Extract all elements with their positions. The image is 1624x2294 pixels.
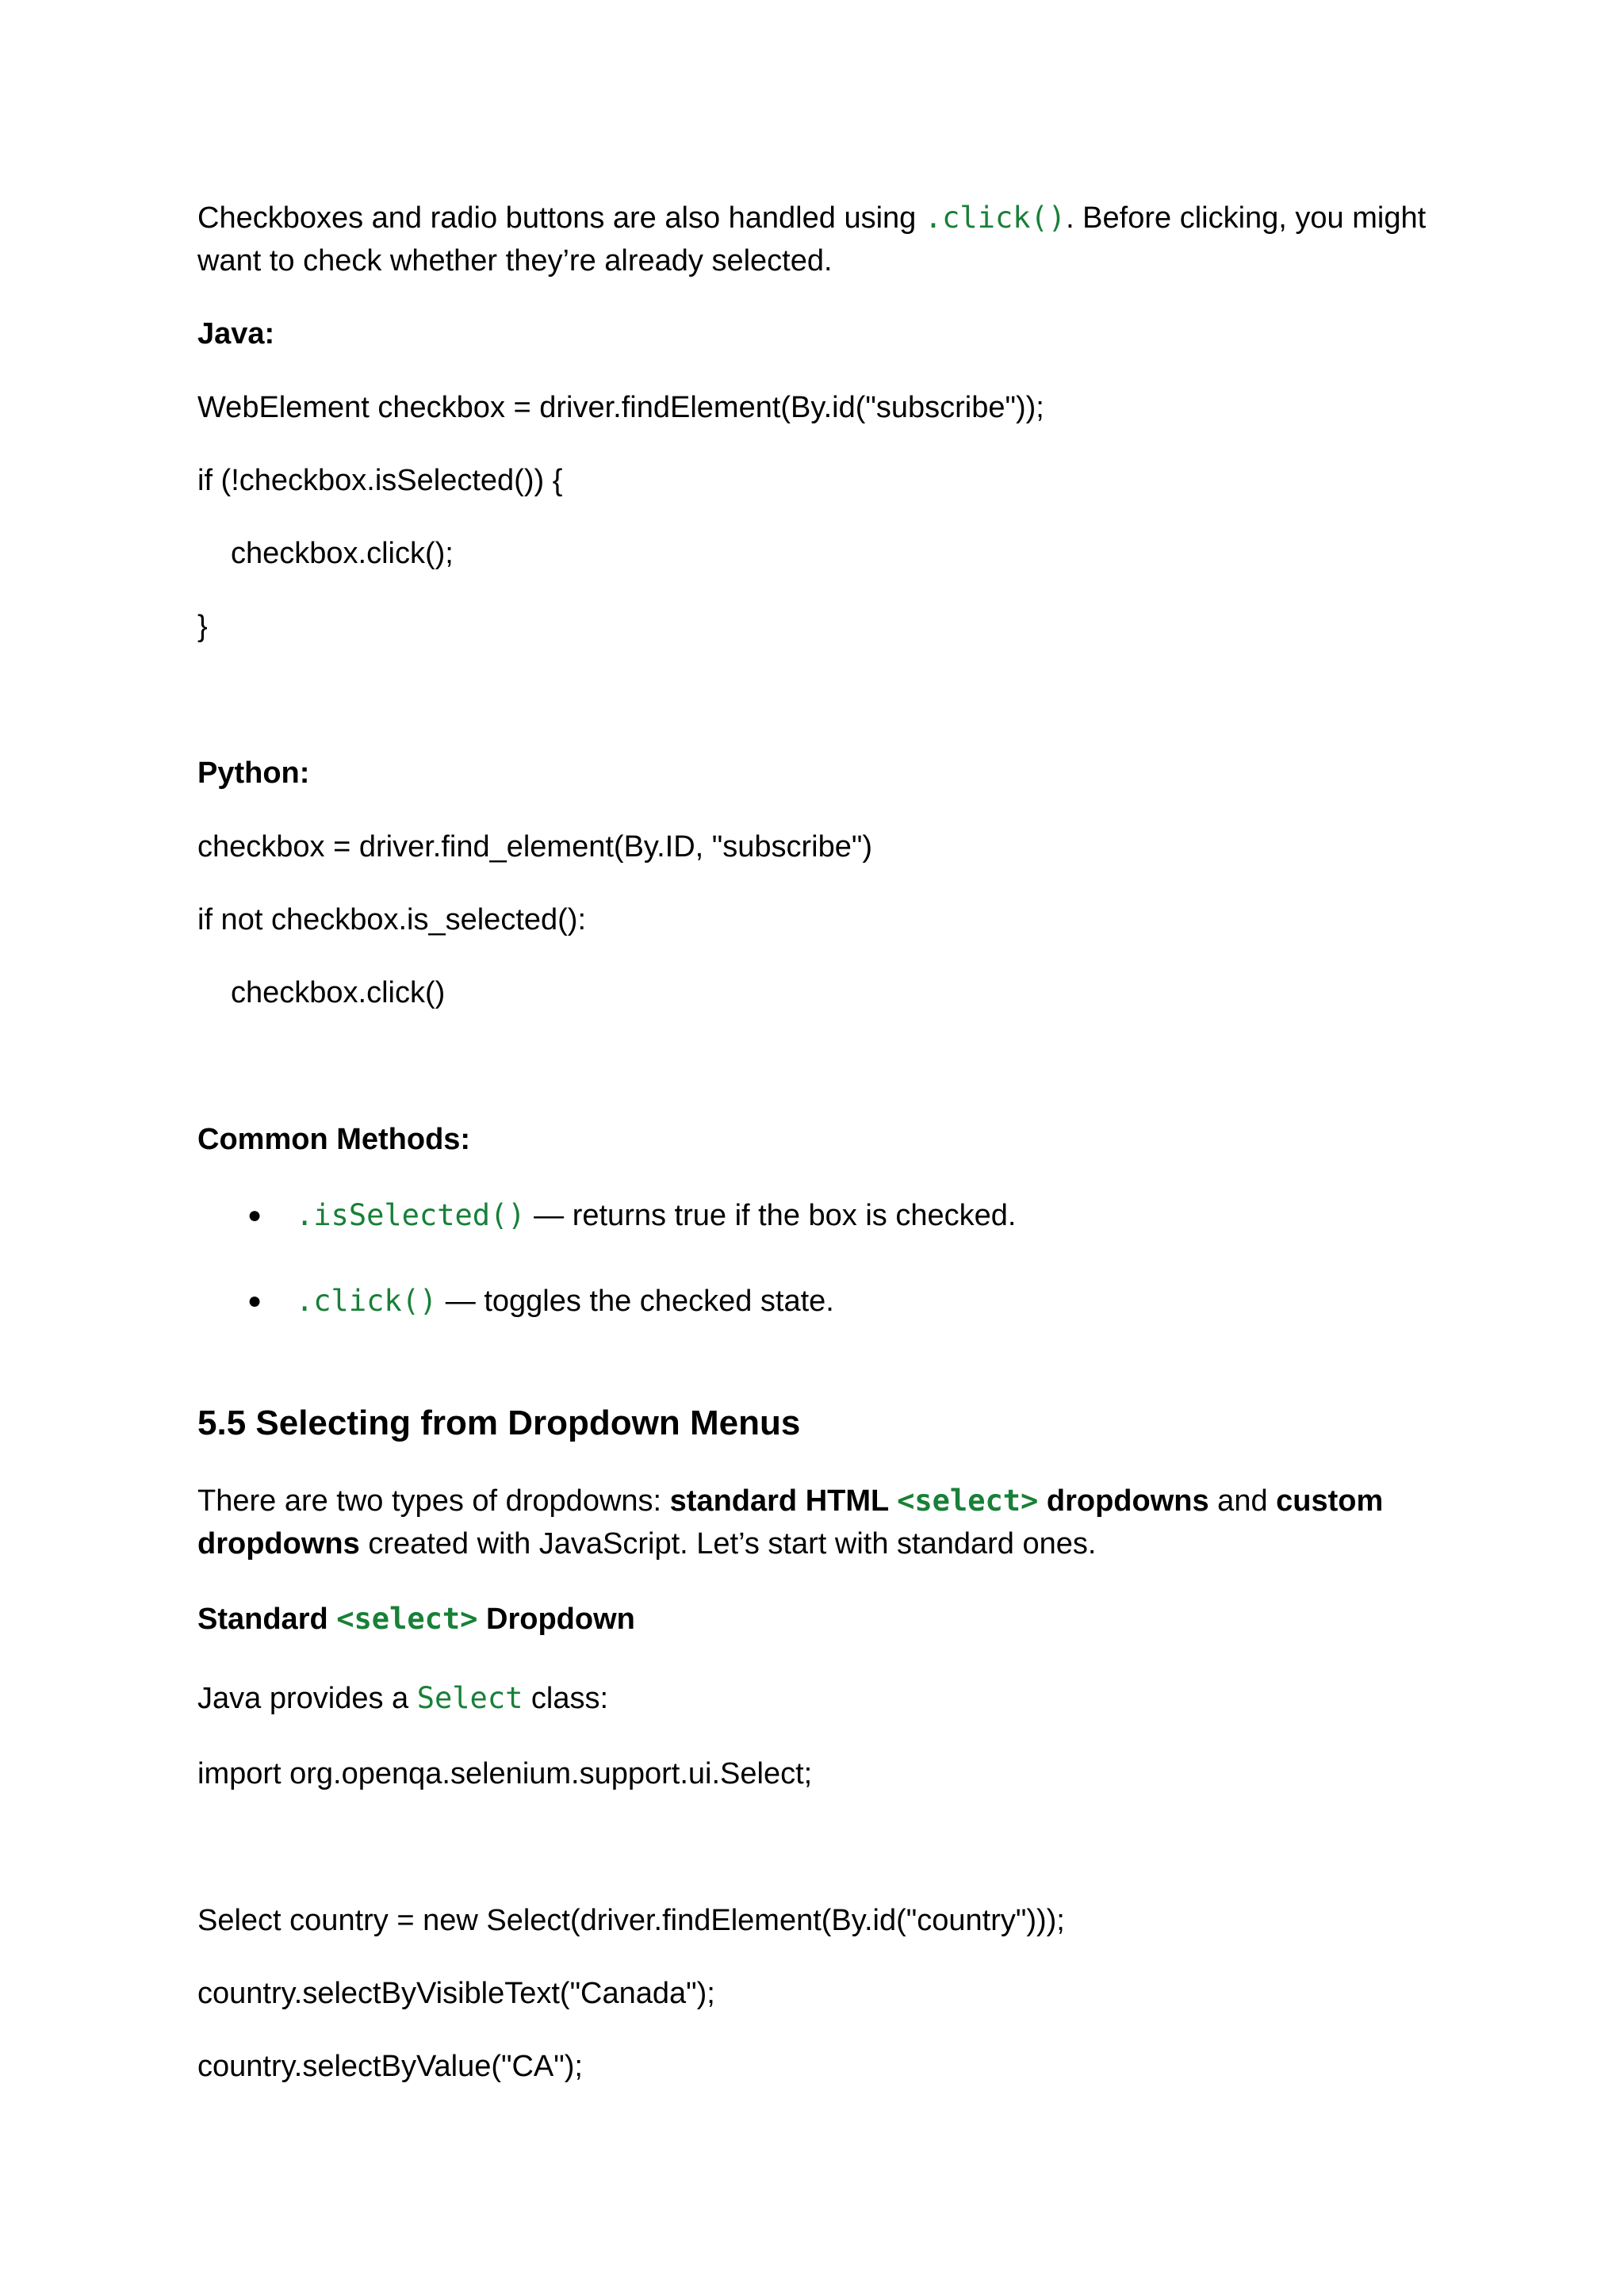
select-code-line: country.selectByVisibleText("Canada"); [197,1977,715,2010]
intro-text-pre: Checkboxes and radio buttons are also handled using [197,201,925,235]
para-bold: custom [1276,1484,1384,1518]
intro-text: Java provides a [197,1682,417,1715]
intro-line-1 [197,197,1442,239]
inline-code-select-class: Select [416,1681,523,1715]
list-item-text: — returns true if the box is checked. [525,1199,1017,1232]
select-code-line: Select country = new Select(driver.findElement(By.id("country"))); [197,1904,1065,1937]
subheading-text: Standard [197,1603,337,1636]
list-item-text: — toggles the checked state. [437,1285,834,1318]
java-code-line: if (!checkbox.isSelected()) { [197,464,563,497]
java-label: Java: [197,317,275,350]
inline-code-select: <select> [897,1484,1039,1518]
java-code-line: checkbox.click(); [231,537,454,570]
para-text: and [1208,1484,1277,1518]
java-code-line: } [197,610,208,643]
inline-code-click: .click() [924,201,1067,235]
para-bold: standard HTML [669,1484,898,1518]
bullet-icon: ● [247,1202,262,1228]
dropdown-types-line-2 [197,1522,1442,1565]
para-text: created with JavaScript. Let’s start with standard ones. [359,1527,1097,1561]
intro-text-post: . Before clicking, you might [1066,201,1427,235]
select-class-intro [197,1677,1442,1720]
common-methods-label: Common Methods: [197,1123,471,1156]
java-code-line: WebElement checkbox = driver.findElement(By.id("subscribe")); [197,391,1044,424]
bullet-icon: ● [247,1288,262,1314]
subheading-standard-select [197,1598,1442,1641]
para-text: There are two types of dropdowns: [197,1484,670,1518]
select-code-line: import org.openqa.selenium.support.ui.Select; [197,1757,813,1790]
python-code-line: checkbox.click() [231,976,446,1009]
select-code-line: country.selectByValue("CA"); [197,2050,583,2083]
section-heading: 5.5 Selecting from Dropdown Menus [197,1404,801,1442]
python-code-line: if not checkbox.is_selected(): [197,903,587,936]
python-label: Python: [197,756,310,790]
inline-code-select: <select> [336,1602,478,1636]
para-bold: dropdowns [197,1527,360,1561]
dropdown-types-line-1 [197,1480,1442,1522]
subheading-text: Dropdown [477,1603,635,1636]
intro-text: class: [523,1682,609,1715]
python-code-line: checkbox = driver.find_element(By.ID, "subscribe") [197,830,873,864]
intro-line-2: want to check whether they’re already selected. [197,244,833,278]
inline-code-isselected: .isSelected() [296,1198,526,1232]
inline-code-click: .click() [296,1284,438,1318]
para-bold: dropdowns [1038,1484,1209,1518]
